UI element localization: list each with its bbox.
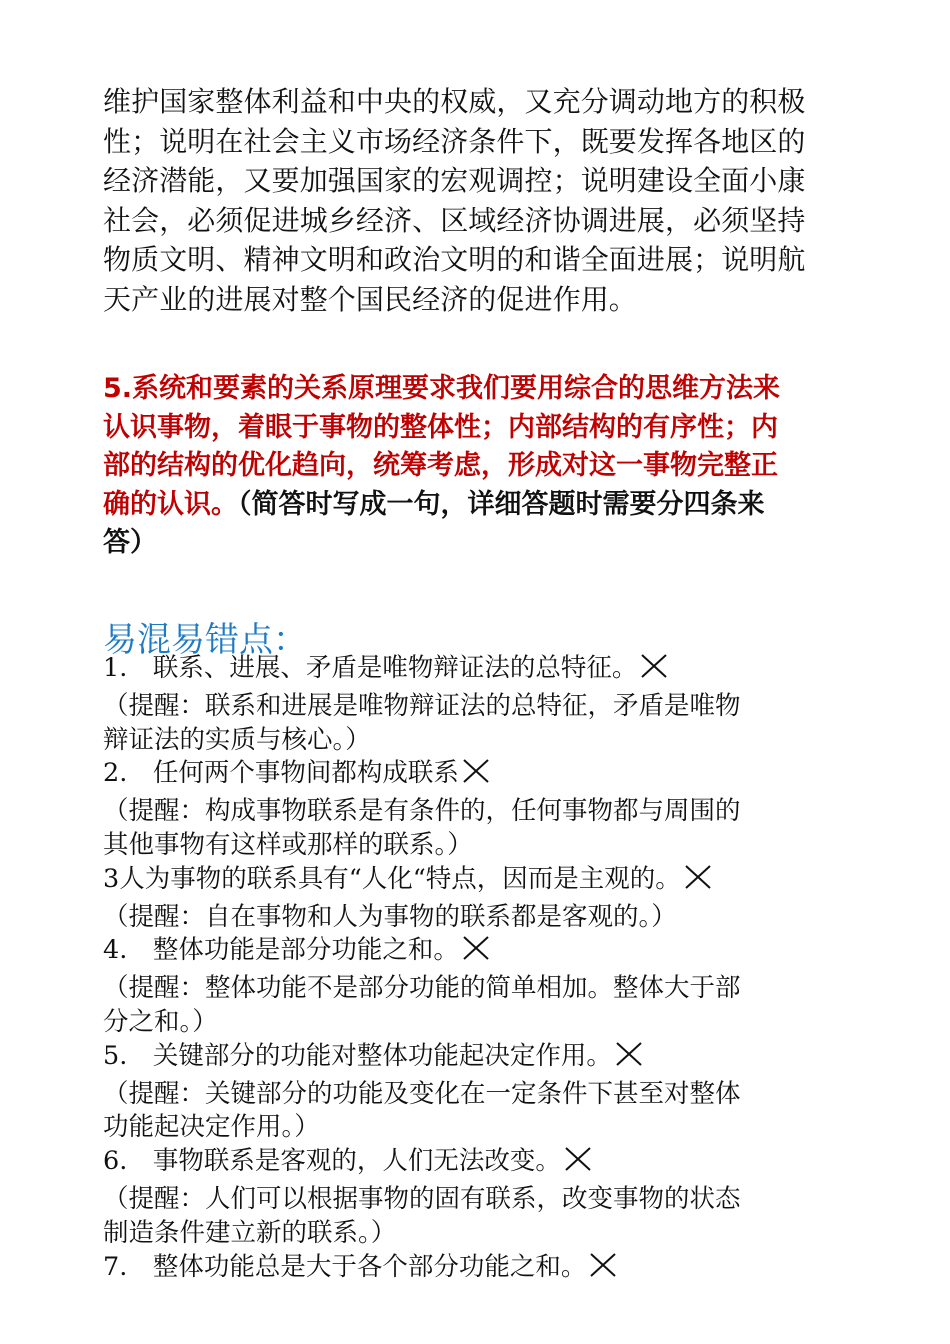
intro-line: 经济潜能，又要加强国家的宏观调控；说明建设全面小康	[103, 164, 806, 197]
mistake-text: 其他事物有这样或那样的联系。）	[103, 829, 473, 860]
intro-line: 天产业的进展对整个国民经济的促进作用。	[103, 282, 637, 316]
intro-line: 社会，必须促进城乡经济、区域经济协调进展，必须坚持	[103, 203, 806, 237]
point-5-red-text: 部的结构的优化趋向，统筹考虑，形成对这一事物完整正	[103, 450, 778, 481]
mistake-text: 分之和。）	[103, 1006, 218, 1037]
cross-mark-icon	[461, 934, 491, 972]
point-5-red-text: 认识事物，着眼于事物的整体性；内部结构的有序性；内	[103, 411, 778, 443]
mistake-statement	[103, 863, 863, 901]
mistake-reminder	[103, 901, 863, 935]
mistake-reminder	[103, 1006, 863, 1040]
mistake-text: 制造条件建立新的联系。）	[103, 1217, 397, 1248]
intro-paragraph	[103, 82, 843, 319]
cross-mark-icon	[563, 1145, 593, 1183]
mistake-text: （提醒：构成事物联系是有条件的，任何事物都与周围的	[103, 796, 741, 827]
point-5-line	[103, 486, 848, 525]
mistake-reminder	[103, 1217, 863, 1251]
point-5-note-text: 答）	[103, 527, 157, 558]
mistake-reminder	[103, 1183, 863, 1217]
mistake-text: 4. 整体功能是部分功能之和。	[103, 935, 459, 966]
mistake-text: 5. 关键部分的功能对整体功能起决定作用。	[103, 1040, 612, 1071]
intro-line: 物质文明、精神文明和政治文明的和谐全面进展；说明航	[103, 243, 806, 276]
mistake-text: （提醒：关键部分的功能及变化在一定条件下甚至对整体	[103, 1078, 741, 1109]
mistake-reminder	[103, 795, 863, 829]
mistake-statement	[103, 934, 863, 972]
mistake-reminder	[103, 724, 863, 758]
mistake-text: （提醒：自在事物和人为事物的联系都是客观的。）	[103, 901, 677, 932]
point-5-red-text: 5.系统和要素的关系原理要求我们要用综合的思维方法来	[103, 373, 781, 404]
mistake-statement	[103, 757, 863, 795]
cross-mark-icon	[683, 863, 713, 901]
section-heading: 易混易错点：	[103, 620, 307, 660]
mistake-text: （提醒：整体功能不是部分功能的简单相加。整体大于部	[103, 973, 741, 1004]
point-5-note-text: （简答时写成一句，详细答题时需要分四条来	[238, 488, 765, 520]
mistake-statement	[103, 1040, 863, 1078]
mistake-statement	[103, 1251, 863, 1289]
mistake-text: 功能起决定作用。）	[103, 1112, 320, 1143]
mistake-text: 7. 整体功能总是大于各个部分功能之和。	[103, 1251, 587, 1282]
mistake-statement	[103, 652, 863, 690]
mistake-text: 辩证法的实质与核心。）	[103, 724, 371, 755]
mistake-reminder	[103, 829, 863, 863]
mistake-text: （提醒：联系和进展是唯物辩证法的总特征，矛盾是唯物	[103, 690, 741, 721]
cross-mark-icon	[588, 1251, 618, 1289]
mistake-reminder	[103, 1078, 863, 1112]
cross-mark-icon	[461, 757, 491, 795]
mistake-reminder	[103, 972, 863, 1006]
cross-mark-icon	[639, 652, 669, 690]
mistake-text: 2. 任何两个事物间都构成联系	[103, 758, 459, 789]
point-5-line	[103, 524, 848, 563]
mistake-reminder	[103, 1111, 863, 1145]
point-5-line	[103, 370, 848, 409]
point-5-red-text: 确的认识。	[103, 488, 238, 520]
cross-mark-icon	[614, 1040, 644, 1078]
mistake-reminder	[103, 690, 863, 724]
mistake-list	[103, 652, 863, 1288]
mistake-statement	[103, 1145, 863, 1183]
mistake-text: （提醒：人们可以根据事物的固有联系，改变事物的状态	[103, 1183, 741, 1214]
point-5-line	[103, 447, 848, 486]
point-5-line	[103, 409, 848, 448]
point-5-paragraph	[103, 370, 848, 563]
mistake-text: 6. 事物联系是客观的，人们无法改变。	[103, 1146, 561, 1177]
intro-line: 维护国家整体利益和中央的权威，又充分调动地方的积极	[103, 85, 806, 118]
mistake-text: 3人为事物的联系具有“人化“特点，因而是主观的。	[103, 863, 681, 894]
mistake-text: 1. 联系、进展、矛盾是唯物辩证法的总特征。	[103, 653, 638, 683]
intro-line: 性；说明在社会主义市场经济条件下，既要发挥各地区的	[103, 124, 806, 158]
